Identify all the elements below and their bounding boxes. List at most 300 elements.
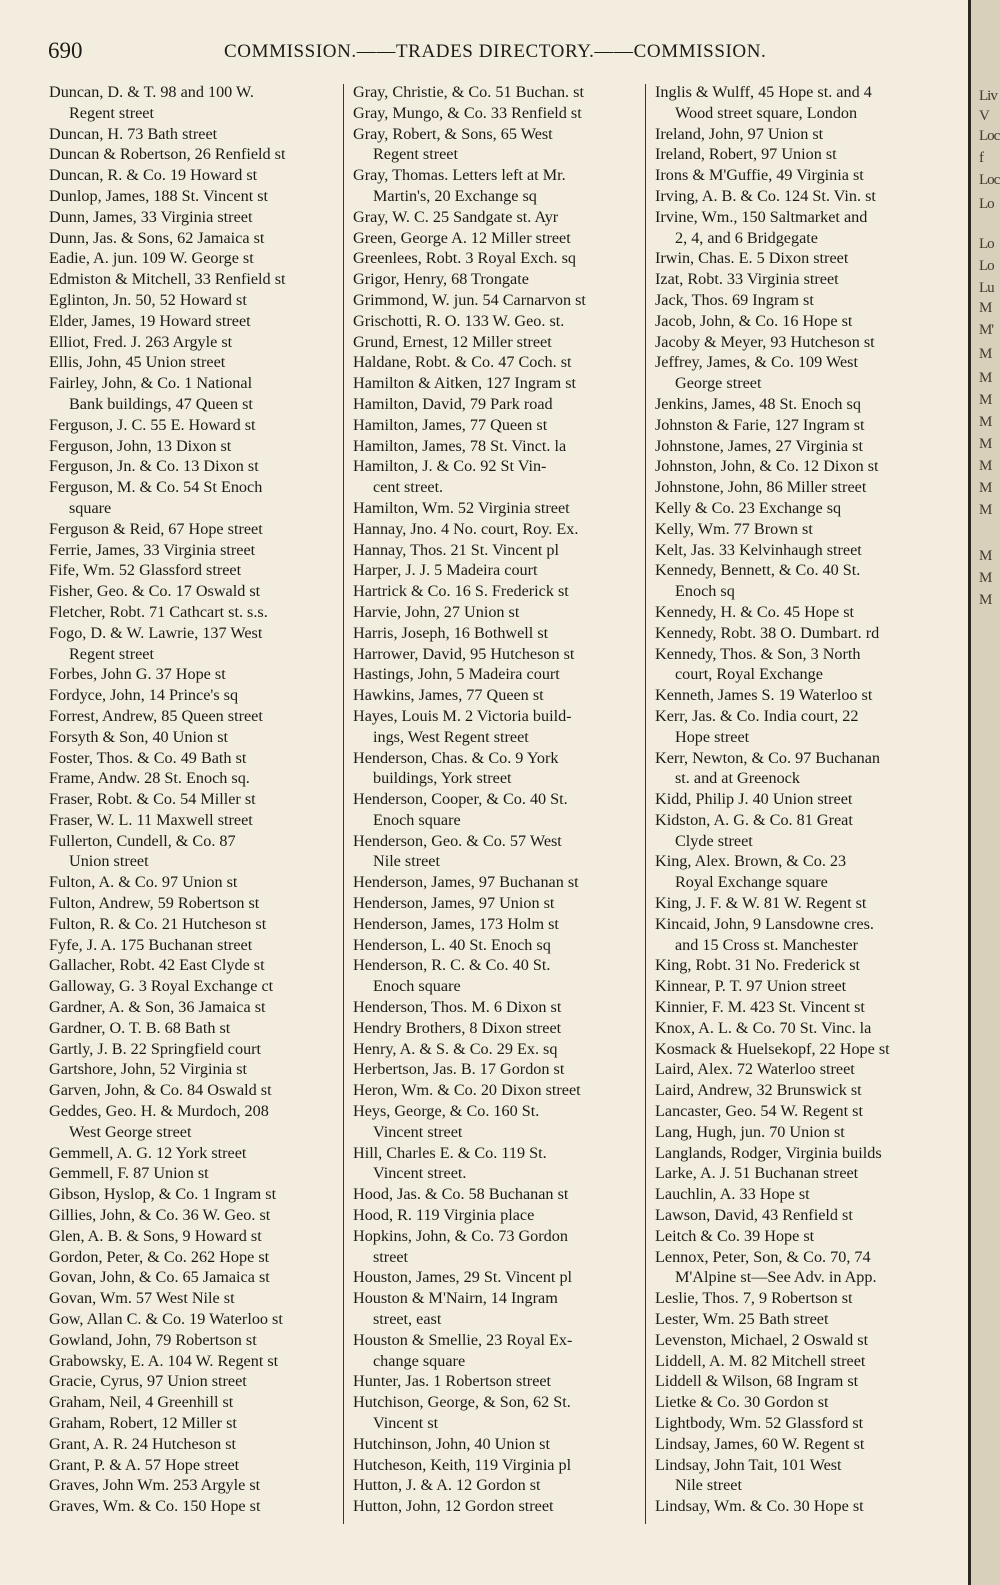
directory-entry [49, 1496, 339, 1517]
entry-line: Kennedy, Bennett, & Co. 40 St. [655, 561, 861, 580]
directory-entry [353, 789, 643, 831]
directory-entry [49, 124, 339, 145]
edge-text-fragment: Lu [979, 280, 994, 296]
edge-text-fragment: M [979, 502, 992, 518]
entry-line: Hamilton, J. & Co. 92 St Vin- [353, 457, 547, 476]
directory-entry [49, 623, 339, 665]
entry-line: Langlands, Rodger, Virginia builds [655, 1143, 882, 1162]
entry-line: Kennedy, Robt. 38 O. Dumbart. rd [655, 623, 880, 642]
directory-entry [655, 456, 945, 477]
entry-line: Govan, John, & Co. 65 Jamaica st [49, 1268, 270, 1287]
entry-line: Graham, Robert, 12 Miller st [49, 1414, 237, 1432]
directory-entry [655, 1205, 945, 1226]
directory-entry [353, 207, 643, 228]
entry-line: Kelt, Jas. 33 Kelvinhaugh street [655, 540, 862, 559]
entry-continuation: Wood street square, London [675, 103, 858, 122]
entry-continuation: Enoch square [373, 810, 461, 829]
entry-continuation: Martin's, 20 Exchange sq [373, 186, 537, 205]
entry-continuation: M'Alpine st—See Adv. in App. [675, 1268, 877, 1287]
entry-line: Hood, R. 119 Virginia place [353, 1206, 535, 1225]
edge-text-fragment: M [979, 480, 992, 496]
entry-line: Gemmell, F. 87 Union st [49, 1164, 209, 1183]
entry-line: Fulton, Andrew, 59 Robertson st [49, 894, 260, 913]
directory-entry [49, 477, 339, 519]
directory-entry [49, 269, 339, 290]
page-header [48, 38, 938, 66]
entry-line: Heron, Wm. & Co. 20 Dixon street [353, 1081, 581, 1100]
directory-entry [655, 1309, 945, 1330]
directory-entry [655, 1184, 945, 1205]
directory-entry [655, 165, 945, 186]
entry-line: Graves, John Wm. 253 Argyle st [49, 1476, 261, 1495]
entry-line: Henderson, James, 97 Buchanan st [353, 873, 579, 892]
directory-entry [655, 1059, 945, 1080]
directory-entry [353, 1018, 643, 1039]
entry-line: Johnstone, James, 27 Virginia st [655, 436, 863, 455]
running-title: COMMISSION.——TRADES DIRECTORY.——COMMISSION. [224, 41, 767, 62]
entry-line: Hill, Charles E. & Co. 119 St. [353, 1143, 547, 1162]
directory-entry [655, 997, 945, 1018]
directory-entry [655, 436, 945, 457]
entry-line: Fife, Wm. 52 Glassford street [49, 561, 242, 580]
entry-continuation: and 15 Cross st. Manchester [675, 935, 858, 954]
entry-line: Lawson, David, 43 Renfield st [655, 1206, 853, 1225]
entry-line: King, J. F. & W. 81 W. Regent st [655, 894, 867, 913]
entry-line: Elliot, Fred. J. 263 Argyle st [49, 332, 233, 351]
directory-entry [353, 914, 643, 935]
entry-continuation: Regent street [373, 145, 458, 164]
directory-entry [49, 955, 339, 976]
page-number: 690 [48, 38, 83, 63]
edge-text-fragment: M [979, 592, 992, 608]
entry-line: Jeffrey, James, & Co. 109 West [655, 353, 858, 372]
directory-entry [353, 1184, 643, 1205]
entry-continuation: Bank buildings, 47 Queen st [69, 394, 253, 413]
directory-entry [49, 1080, 339, 1101]
directory-entry [353, 248, 643, 269]
entry-line: Lancaster, Geo. 54 W. Regent st [655, 1102, 863, 1121]
directory-entry [353, 602, 643, 623]
directory-entry [49, 207, 339, 228]
directory-entry [49, 352, 339, 373]
entry-line: Gallacher, Robt. 42 East Clyde st [49, 956, 265, 975]
entry-line: Jack, Thos. 69 Ingram st [655, 290, 814, 309]
directory-entry [655, 748, 945, 790]
entry-line: Hood, Jas. & Co. 58 Buchanan st [353, 1185, 569, 1204]
directory-entry [353, 1267, 643, 1288]
entry-line: Graves, Wm. & Co. 150 Hope st [49, 1497, 261, 1516]
entry-line: Haldane, Robt. & Co. 47 Coch. st [353, 353, 572, 372]
entry-line: Grant, P. & A. 57 Hope street [49, 1455, 240, 1474]
directory-entry [655, 248, 945, 269]
entry-line: Ferrie, James, 33 Virginia street [49, 540, 256, 559]
entry-line: Hamilton, James, 77 Queen st [353, 415, 548, 434]
entry-line: Grigor, Henry, 68 Trongate [353, 270, 529, 289]
entry-line: Izat, Robt. 33 Virginia street [655, 270, 839, 289]
directory-entry [353, 1101, 643, 1143]
entry-line: Geddes, Geo. H. & Murdoch, 208 [49, 1102, 269, 1121]
directory-entry [49, 789, 339, 810]
directory-entry [49, 810, 339, 831]
directory-entry [49, 332, 339, 353]
directory-entry [655, 1413, 945, 1434]
edge-text-fragment: Liv [979, 88, 997, 104]
entry-line: Larke, A. J. 51 Buchanan street [655, 1164, 859, 1183]
entry-line: Hutcheson, Keith, 119 Virginia pl [353, 1455, 572, 1474]
directory-entry [49, 1330, 339, 1351]
entry-line: Henderson, Geo. & Co. 57 West [353, 831, 562, 850]
directory-entry [49, 581, 339, 602]
entry-line: Eadie, A. jun. 109 W. George st [49, 249, 254, 268]
entry-line: Hartrick & Co. 16 S. Frederick st [353, 582, 569, 601]
entry-line: Gowland, John, 79 Robertson st [49, 1330, 257, 1349]
directory-entry [49, 228, 339, 249]
directory-entry [655, 311, 945, 332]
edge-text-fragment: Lo [979, 196, 994, 212]
entry-line: Liddell & Wilson, 68 Ingram st [655, 1372, 859, 1391]
directory-entry [353, 103, 643, 124]
entry-continuation: ings, West Regent street [373, 727, 529, 746]
entry-line: Gray, Thomas. Letters left at Mr. [353, 166, 566, 185]
directory-entry [49, 1371, 339, 1392]
entry-continuation: cent street. [373, 478, 444, 497]
entry-line: Gow, Allan C. & Co. 19 Waterloo st [49, 1310, 283, 1329]
directory-entry [655, 706, 945, 748]
directory-entry [655, 810, 945, 852]
directory-entry [49, 1163, 339, 1184]
entry-line: Forrest, Andrew, 85 Queen street [49, 706, 263, 725]
directory-entry [655, 498, 945, 519]
directory-entry [353, 1455, 643, 1476]
directory-entry [655, 1122, 945, 1143]
directory-entry [353, 519, 643, 540]
entry-line: Heys, George, & Co. 160 St. [353, 1102, 540, 1121]
entry-continuation: court, Royal Exchange [675, 665, 823, 684]
entry-line: Glen, A. B. & Sons, 9 Howard st [49, 1226, 262, 1245]
directory-entry [353, 394, 643, 415]
entry-line: Gemmell, A. G. 12 York street [49, 1143, 247, 1162]
directory-entry [353, 332, 643, 353]
directory-entry [353, 685, 643, 706]
directory-entry [353, 1226, 643, 1268]
entry-line: Grabowsky, E. A. 104 W. Regent st [49, 1351, 279, 1370]
entry-line: Hannay, Jno. 4 No. court, Roy. Ex. [353, 519, 579, 538]
directory-entry [655, 144, 945, 165]
directory-entry [49, 872, 339, 893]
entry-line: Johnston & Farie, 127 Ingram st [655, 415, 865, 434]
entry-line: Gray, Mungo, & Co. 33 Renfield st [353, 103, 582, 122]
entry-line: Ferguson, John, 13 Dixon st [49, 436, 232, 455]
entry-line: Hannay, Thos. 21 St. Vincent pl [353, 540, 560, 559]
directory-entry [49, 935, 339, 956]
entry-line: Grant, A. R. 24 Hutcheson st [49, 1434, 237, 1453]
entry-continuation: Clyde street [675, 831, 753, 850]
entry-line: Kelly & Co. 23 Exchange sq [655, 498, 842, 517]
directory-entry [49, 1101, 339, 1143]
edge-text-fragment: V [979, 108, 989, 124]
directory-entry [655, 207, 945, 249]
directory-entry [353, 997, 643, 1018]
entry-line: Ferguson, J. C. 55 E. Howard st [49, 415, 256, 434]
entry-line: Kennedy, Thos. & Son, 3 North [655, 644, 861, 663]
directory-entry [353, 1205, 643, 1226]
entry-line: Henderson, Thos. M. 6 Dixon st [353, 998, 562, 1017]
entry-continuation: change square [373, 1351, 466, 1370]
directory-entry [655, 644, 945, 686]
directory-entry [49, 144, 339, 165]
directory-entry [655, 955, 945, 976]
entry-line: Ferguson, Jn. & Co. 13 Dixon st [49, 457, 259, 476]
entry-line: Ferguson & Reid, 67 Hope street [49, 519, 263, 538]
entry-continuation: George street [675, 374, 762, 393]
directory-column-1 [49, 82, 339, 1517]
entry-line: Edmiston & Mitchell, 33 Renfield st [49, 270, 286, 289]
edge-text-fragment: M [979, 548, 992, 564]
entry-line: Gordon, Peter, & Co. 262 Hope st [49, 1247, 270, 1266]
directory-entry [655, 685, 945, 706]
entry-line: Henderson, James, 97 Union st [353, 894, 555, 913]
entry-line: Johnstone, John, 86 Miller street [655, 478, 867, 497]
entry-line: Gartly, J. B. 22 Springfield court [49, 1039, 262, 1058]
directory-entry [655, 186, 945, 207]
entry-continuation: Hope street [675, 727, 750, 746]
entry-line: Hamilton, Wm. 52 Virginia street [353, 498, 570, 517]
entry-line: Graham, Neil, 4 Greenhill st [49, 1393, 234, 1412]
directory-entry [353, 1039, 643, 1060]
directory-entry [49, 82, 339, 124]
entry-line: Kidd, Philip J. 40 Union street [655, 790, 853, 809]
entry-line: Ferguson, M. & Co. 54 St Enoch [49, 478, 263, 497]
directory-entry [655, 477, 945, 498]
edge-text-fragment: M [979, 458, 992, 474]
entry-line: Fulton, R. & Co. 21 Hutcheson st [49, 914, 267, 933]
entry-line: Ellis, John, 45 Union street [49, 353, 226, 372]
entry-line: Fyfe, J. A. 175 Buchanan street [49, 935, 253, 954]
entry-line: Jacob, John, & Co. 16 Hope st [655, 311, 853, 330]
directory-entry [353, 893, 643, 914]
directory-entry [49, 1288, 339, 1309]
edge-text-fragment: Lo [979, 236, 994, 252]
directory-entry [353, 456, 643, 498]
directory-entry [353, 1330, 643, 1372]
entry-line: Irving, A. B. & Co. 124 St. Vin. st [655, 186, 876, 205]
entry-line: Lindsay, John Tait, 101 West [655, 1455, 842, 1474]
entry-line: Dunn, James, 33 Virginia street [49, 207, 253, 226]
entry-line: Fisher, Geo. & Co. 17 Oswald st [49, 582, 261, 601]
entry-line: Gardner, O. T. B. 68 Bath st [49, 1018, 231, 1037]
directory-entry [655, 352, 945, 394]
entry-continuation: West George street [69, 1122, 192, 1141]
entry-line: Ireland, John, 97 Union st [655, 124, 824, 143]
directory-entry [353, 290, 643, 311]
directory-entry [655, 1039, 945, 1060]
directory-entry [353, 560, 643, 581]
entry-line: Galloway, G. 3 Royal Exchange ct [49, 977, 274, 996]
entry-continuation: Regent street [69, 644, 154, 663]
directory-entry [655, 124, 945, 145]
directory-entry [353, 706, 643, 748]
entry-line: Eglinton, Jn. 50, 52 Howard st [49, 290, 247, 309]
directory-entry [353, 1392, 643, 1434]
directory-entry [49, 706, 339, 727]
directory-entry [655, 602, 945, 623]
entry-line: Fullerton, Cundell, & Co. 87 [49, 831, 236, 850]
entry-line: Duncan, H. 73 Bath street [49, 124, 218, 143]
directory-entry [655, 415, 945, 436]
entry-line: Fordyce, John, 14 Prince's sq [49, 686, 239, 705]
entry-line: Lester, Wm. 25 Bath street [655, 1310, 829, 1329]
entry-line: Johnston, John, & Co. 12 Dixon st [655, 457, 879, 476]
directory-entry [353, 644, 643, 665]
directory-entry [353, 498, 643, 519]
entry-line: Liddell, A. M. 82 Mitchell street [655, 1351, 866, 1370]
entry-line: Hutchison, George, & Son, 62 St. [353, 1393, 571, 1412]
entry-line: Harris, Joseph, 16 Bothwell st [353, 623, 549, 642]
directory-entry [49, 768, 339, 789]
entry-line: Dunn, Jas. & Sons, 62 Jamaica st [49, 228, 265, 247]
directory-entry [655, 269, 945, 290]
entry-line: Gray, W. C. 25 Sandgate st. Ayr [353, 207, 559, 226]
entry-line: Houston, James, 29 St. Vincent pl [353, 1268, 573, 1287]
entry-continuation: st. and at Greenock [675, 769, 800, 788]
directory-entry [655, 1080, 945, 1101]
facing-page-edge [968, 0, 1000, 1585]
directory-entry [353, 1288, 643, 1330]
edge-text-fragment: M [979, 300, 992, 316]
entry-line: Lennox, Peter, Son, & Co. 70, 74 [655, 1247, 871, 1266]
entry-continuation: Vincent st [373, 1414, 439, 1432]
entry-line: Hawkins, James, 77 Queen st [353, 686, 544, 705]
entry-line: Henderson, R. C. & Co. 40 St. [353, 956, 551, 975]
entry-line: Harvie, John, 27 Union st [353, 602, 520, 621]
entry-continuation: Union street [69, 852, 149, 871]
entry-line: Elder, James, 19 Howard street [49, 311, 251, 330]
directory-entry [49, 602, 339, 623]
directory-entry [49, 436, 339, 457]
entry-line: Knox, A. L. & Co. 70 St. Vinc. la [655, 1018, 872, 1037]
entry-line: Govan, Wm. 57 West Nile st [49, 1289, 235, 1308]
edge-text-fragment: M [979, 436, 992, 452]
directory-entry [655, 290, 945, 311]
entry-line: Harper, J. J. 5 Madeira court [353, 561, 538, 580]
entry-continuation: Vincent street [373, 1122, 463, 1141]
directory-entry [49, 1475, 339, 1496]
entry-line: Gray, Robert, & Sons, 65 West [353, 124, 553, 143]
entry-line: Kelly, Wm. 77 Brown st [655, 519, 813, 538]
edge-text-fragment: Loc [979, 128, 1000, 144]
entry-line: Jenkins, James, 48 St. Enoch sq [655, 394, 861, 413]
entry-line: Jacoby & Meyer, 93 Hutcheson st [655, 332, 875, 351]
entry-line: Greenlees, Robt. 3 Royal Exch. sq [353, 249, 576, 268]
entry-line: Houston & Smellie, 23 Royal Ex- [353, 1330, 573, 1349]
directory-entry [49, 1309, 339, 1330]
directory-entry [655, 1101, 945, 1122]
directory-entry [353, 955, 643, 997]
entry-line: Harrower, David, 95 Hutcheson st [353, 644, 575, 663]
entry-line: Leitch & Co. 39 Hope st [655, 1226, 815, 1245]
directory-entry [655, 82, 945, 124]
entry-line: Gibson, Hyslop, & Co. 1 Ingram st [49, 1185, 277, 1204]
directory-entry [655, 789, 945, 810]
directory-entry [49, 1247, 339, 1268]
edge-text-fragment: M [979, 370, 992, 386]
entry-continuation: Enoch square [373, 977, 461, 996]
entry-line: Duncan & Robertson, 26 Renfield st [49, 145, 286, 164]
entry-line: Henderson, Chas. & Co. 9 York [353, 748, 559, 767]
directory-entry [49, 186, 339, 207]
directory-entry [49, 456, 339, 477]
entry-line: Fraser, Robt. & Co. 54 Miller st [49, 790, 256, 809]
entry-line: Grimmond, W. jun. 54 Carnarvon st [353, 290, 586, 309]
edge-text-fragment: M [979, 346, 992, 362]
directory-entry [655, 1018, 945, 1039]
directory-entry [49, 415, 339, 436]
directory-entry [49, 831, 339, 873]
entry-line: Hopkins, John, & Co. 73 Gordon [353, 1226, 568, 1245]
entry-line: Irvine, Wm., 150 Saltmarket and [655, 207, 868, 226]
directory-entry [655, 394, 945, 415]
directory-entry [49, 519, 339, 540]
entry-line: Fogo, D. & W. Lawrie, 137 West [49, 623, 263, 642]
directory-entry [655, 332, 945, 353]
entry-line: Hendry Brothers, 8 Dixon street [353, 1018, 562, 1037]
directory-entry [353, 415, 643, 436]
directory-entry [655, 1392, 945, 1413]
entry-line: Hamilton, David, 79 Park road [353, 394, 553, 413]
entry-line: Lietke & Co. 30 Gordon st [655, 1393, 829, 1412]
entry-line: Fairley, John, & Co. 1 National [49, 374, 253, 393]
entry-line: Hastings, John, 5 Madeira court [353, 665, 560, 684]
directory-entry [49, 1226, 339, 1247]
edge-text-fragment: Loc [979, 172, 1000, 188]
entry-line: Foster, Thos. & Co. 49 Bath st [49, 748, 247, 767]
entry-line: Hutton, J. & A. 12 Gordon st [353, 1476, 541, 1495]
entry-continuation: buildings, York street [373, 769, 512, 788]
column-rule [343, 84, 344, 1524]
entry-continuation: Vincent street. [373, 1164, 467, 1183]
entry-line: Forbes, John G. 37 Hope st [49, 665, 226, 684]
directory-entry [353, 311, 643, 332]
directory-entry [655, 540, 945, 561]
entry-line: Leslie, Thos. 7, 9 Robertson st [655, 1289, 853, 1308]
directory-entry [49, 914, 339, 935]
edge-text-fragment: M [979, 570, 992, 586]
directory-entry [49, 1143, 339, 1164]
entry-line: Hutchinson, John, 40 Union st [353, 1434, 550, 1453]
directory-entry [353, 373, 643, 394]
edge-text-fragment: M [979, 392, 992, 408]
directory-entry [49, 1059, 339, 1080]
entry-continuation: Nile street [675, 1476, 742, 1495]
entry-line: Fulton, A. & Co. 97 Union st [49, 873, 238, 892]
directory-entry [353, 664, 643, 685]
directory-column-2 [353, 82, 643, 1517]
entry-line: Kerr, Newton, & Co. 97 Buchanan [655, 748, 881, 767]
directory-entry [49, 560, 339, 581]
entry-line: Kosmack & Huelsekopf, 22 Hope st [655, 1039, 890, 1058]
entry-line: King, Robt. 31 No. Frederick st [655, 956, 861, 975]
entry-line: Duncan, R. & Co. 19 Howard st [49, 166, 258, 185]
directory-entry [655, 851, 945, 893]
entry-line: Gray, Christie, & Co. 51 Buchan. st [353, 83, 584, 101]
directory-entry [353, 352, 643, 373]
directory-entry [655, 1330, 945, 1351]
entry-line: Laird, Andrew, 32 Brunswick st [655, 1081, 862, 1100]
directory-entry [353, 623, 643, 644]
directory-entry [353, 165, 643, 207]
entry-continuation: 2, 4, and 6 Bridgegate [675, 228, 818, 247]
directory-entry [49, 893, 339, 914]
